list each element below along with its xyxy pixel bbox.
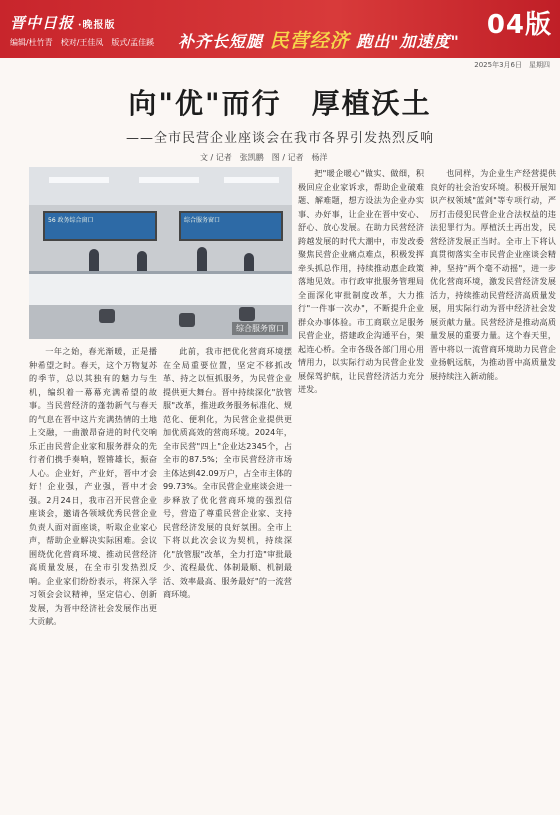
chair	[179, 313, 195, 327]
article-headline: 向"优"而行 厚植沃土	[128, 87, 432, 120]
ceiling-light	[139, 177, 199, 183]
column-3-text: 把"暖企暖心"做实、做细，积极回应企业家诉求，帮助企业破难题、解难题，想方设法为企业办实事、办好事，让企业在晋中安心、舒心、放心发展。在助力民营经济跨越发展的时代大潮中，市发改委聚焦民营企业痛点难点，积极发挥牵头抓总作用，持续推动惠企政策落地见效。市行政审批服务管理局全面深化审批制度改革，大力推行"一件事一次办"，不断提升企业群众办事体验。市工商联立足服务民营企业，搭建政企沟通平台，架起连心桥。全市各级各部门用心用情用力，以实际行动为民营企业发展保驾护航，让民营经济活力充分迸发。	[298, 168, 424, 394]
issue-date: 2025年3月6日 星期四	[474, 61, 550, 69]
counter-sign	[179, 211, 283, 241]
counter-sign-text: 综合服务窗口	[184, 217, 221, 224]
section-highlight: 民营经济	[269, 30, 350, 52]
ceiling-light	[224, 177, 279, 183]
news-photo	[29, 167, 292, 339]
article-column-3	[298, 167, 424, 785]
article-column-2	[163, 345, 292, 785]
article-subheadline: ——全市民营企业座谈会在我市各界引发热烈反响	[125, 131, 434, 146]
page-banner	[0, 0, 560, 58]
column-4-text: 也同样，为企业生产经营提供良好的社会治安环境。积极开展知识产权领域"蓝剑"等专项行动，严厉打击侵犯民营企业合法权益的违法犯罪行为。厚植沃土再出发，民营经济发展正当时。全市上下将认真贯彻落实全市民营企业座谈会精神，坚持"两个毫不动摇"，进一步优化营商环境，激发民营经济发展活力，持续推动民营经济高质量发展，用实际行动为晋中经济社会发展贡献力量。民营经济是推动高质量发展的重要力量。这个春天里，晋中将以一流营商环境助力民营企业扬帆远航，为推动晋中高质量发展持续注入新动能。	[430, 168, 556, 381]
service-counter	[29, 271, 292, 308]
newspaper-logo	[10, 12, 116, 33]
article-column-4	[430, 167, 556, 785]
chair	[239, 307, 255, 321]
chair	[99, 309, 115, 323]
counter-sign	[43, 211, 157, 241]
section-title	[178, 26, 460, 53]
photo-caption: 综合服务窗口	[232, 322, 288, 335]
counter-sign-text: 56 政务综合窗口	[48, 217, 94, 224]
ceiling-light	[49, 177, 109, 183]
logo-subtitle: ·晚报版	[78, 20, 116, 31]
article-byline: 文 / 记者 张凯鹏 图 / 记者 杨洋	[200, 153, 328, 162]
column-2-text: 此前，我市把优化营商环境摆在全局重要位置，坚定不移抓改革、持之以恒抓服务，为民营企业提供更大舞台。晋中持续深化"放管服"改革，推进政务服务标准化、规范化、便利化，为民营企业提供更加优质高效的营商环境。2024年，全市民营"四上"企业达2345个，占全市的87.5%；全市民营经济市场主体达到42.09万户，占全市主体的99.73%。全市民营企业座谈会进一步释放了优化营商环境的强烈信号，营造了尊重民营企业家、支持民营经济发展的良好氛围。全市上下将以此次会议为契机，持续深化"放管服"改革，全力打造"审批最少、流程最优、体制最顺、机制最活、效率最高、服务最好"的一流营商环境。	[163, 346, 292, 599]
section-prefix: 补齐长短腿	[178, 32, 264, 51]
staff-figure	[197, 247, 207, 273]
section-suffix: 跑出"加速度"	[356, 32, 460, 51]
photo-ceiling	[29, 167, 292, 205]
logo-text: 晋中日报	[10, 14, 75, 32]
page-number: 04版	[486, 10, 552, 40]
editor-credits: 编辑/杜竹青 校对/王佳凤 版式/孟佳蹊	[10, 38, 155, 47]
article-column-1	[29, 345, 157, 785]
column-1-text: 一年之始，春光渐暖，正是播种希望之时。春天，这个万物复苏的季节，总以其独有的魅力与生机，编织着一幕幕充满希望的故事。当民营经济的蓬勃新气与春天的气息在晋中这片充满热情的土地上交融，一曲激昂奋进的时代交响乐正由民营企业家和服务群众的先行者们携手奏响，铿锵雄长，振奋人心。企业好，产业好，晋中才会好！企业强，产业强，晋中才会强。2月24日，我市召开民营企业座谈会，邀请各领域优秀民营企业负责人面对面座谈，听取企业家心声，帮助企业解决实际困难。会议围绕优化营商环境、推动民营经济高质量发展，在全市引发热烈反响。企业家们纷纷表示，将深入学习领会会议精神，坚定信心、创新发展，为晋中经济社会发展作出更大贡献。	[29, 346, 157, 626]
